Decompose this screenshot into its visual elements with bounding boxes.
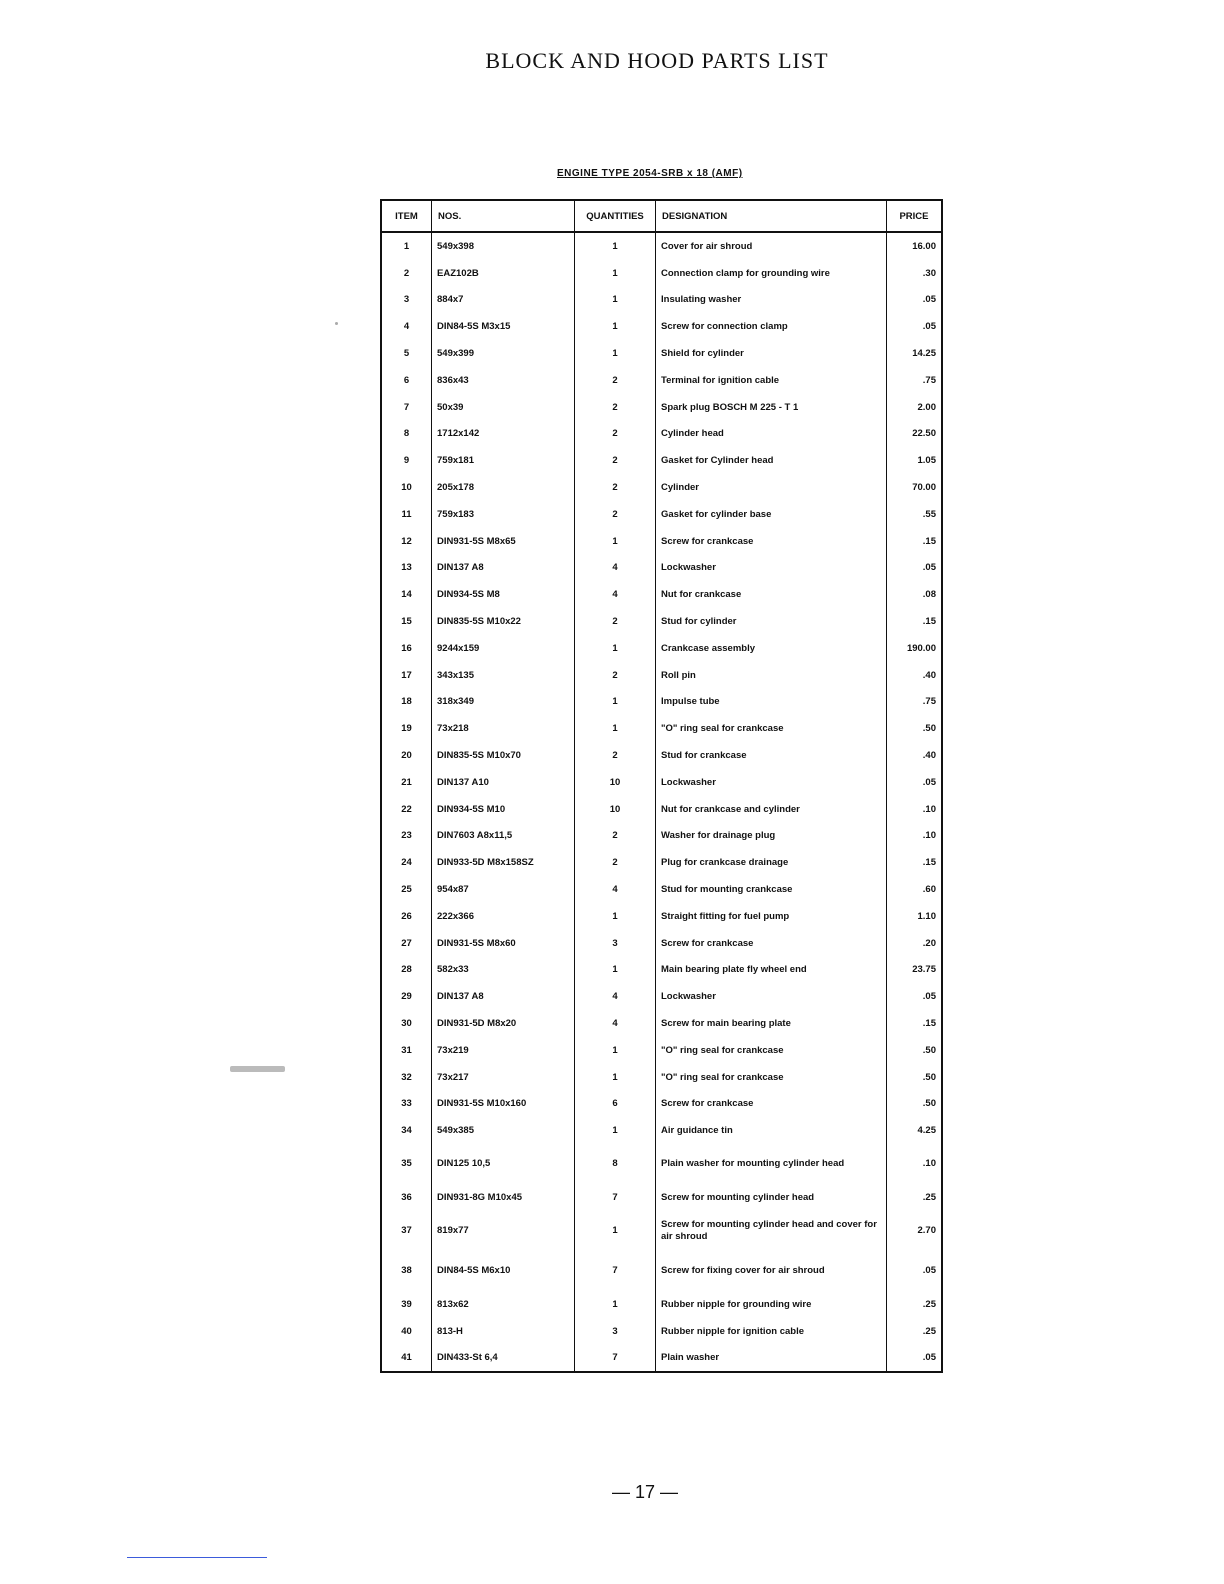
table-row xyxy=(381,555,942,582)
cell-item: 6 xyxy=(381,367,432,394)
cell-item: 18 xyxy=(381,689,432,716)
cell-item: 38 xyxy=(381,1251,432,1291)
page-number: — 17 — xyxy=(611,1482,679,1502)
cell-item: 15 xyxy=(381,608,432,635)
cell-quantity: 1 xyxy=(575,715,656,742)
table-row xyxy=(381,528,942,555)
cell-price: .08 xyxy=(922,589,936,601)
cell-part-number: DIN433-St 6,4 xyxy=(432,1344,575,1372)
table-row xyxy=(381,1091,942,1118)
cell-designation: Stud for mounting crankcase xyxy=(656,876,887,903)
cell-quantity: 3 xyxy=(575,1318,656,1345)
cell-item: 24 xyxy=(381,849,432,876)
cell-item: 17 xyxy=(381,662,432,689)
cell-quantity: 2 xyxy=(575,823,656,850)
cell-quantity: 1 xyxy=(575,689,656,716)
table-row xyxy=(381,849,942,876)
cell-designation: Spark plug BOSCH M 225 - T 1 xyxy=(656,394,887,421)
cell-price: .75 xyxy=(922,696,936,708)
cell-part-number: 549x385 xyxy=(432,1117,575,1144)
cell-item: 30 xyxy=(381,1010,432,1037)
table-row xyxy=(381,313,942,340)
cell-designation: Cylinder head xyxy=(656,421,887,448)
cell-price: .20 xyxy=(922,937,936,949)
cell-item: 32 xyxy=(381,1064,432,1091)
table-row xyxy=(381,447,942,474)
table-row xyxy=(381,421,942,448)
cell-item: 21 xyxy=(381,769,432,796)
cell-designation: Screw for mounting cylinder head xyxy=(656,1184,887,1211)
scan-smudge xyxy=(230,1066,285,1072)
cell-price: .60 xyxy=(922,884,936,896)
table-row xyxy=(381,367,942,394)
parts-table-body xyxy=(381,232,942,1372)
cell-item: 1 xyxy=(381,232,432,260)
cell-designation: Gasket for cylinder base xyxy=(656,501,887,528)
cell-item: 40 xyxy=(381,1318,432,1345)
cell-price: .15 xyxy=(922,616,936,628)
cell-designation: Plug for crankcase drainage xyxy=(656,849,887,876)
cell-designation: Screw for main bearing plate xyxy=(656,1010,887,1037)
cell-item: 5 xyxy=(381,340,432,367)
cell-quantity: 1 xyxy=(575,313,656,340)
cell-item: 39 xyxy=(381,1291,432,1318)
cell-part-number: 1712x142 xyxy=(432,421,575,448)
cell-quantity: 4 xyxy=(575,555,656,582)
cell-quantity: 2 xyxy=(575,447,656,474)
cell-item: 20 xyxy=(381,742,432,769)
cell-quantity: 2 xyxy=(575,742,656,769)
cell-quantity: 1 xyxy=(575,287,656,314)
cell-price: 190.00 xyxy=(906,642,936,654)
table-row xyxy=(381,1251,942,1291)
cell-designation: "O" ring seal for crankcase xyxy=(656,715,887,742)
cell-item: 13 xyxy=(381,555,432,582)
cell-item: 2 xyxy=(381,260,432,287)
cell-item: 10 xyxy=(381,474,432,501)
table-row xyxy=(381,1318,942,1345)
cell-quantity: 7 xyxy=(575,1251,656,1291)
cell-part-number: 73x217 xyxy=(432,1064,575,1091)
cell-part-number: DIN934-5S M8 xyxy=(432,581,575,608)
cell-designation: Screw for crankcase xyxy=(656,1091,887,1118)
cell-part-number: 50x39 xyxy=(432,394,575,421)
cell-part-number: 884x7 xyxy=(432,287,575,314)
table-row xyxy=(381,689,942,716)
table-row xyxy=(381,715,942,742)
parts-table xyxy=(380,199,943,1373)
cell-part-number: 582x33 xyxy=(432,957,575,984)
cell-part-number: DIN137 A8 xyxy=(432,983,575,1010)
cell-price: .40 xyxy=(922,750,936,762)
cell-designation: "O" ring seal for crankcase xyxy=(656,1037,887,1064)
cell-price: .15 xyxy=(922,1018,936,1029)
cell-part-number: 73x219 xyxy=(432,1037,575,1064)
table-row xyxy=(381,1064,942,1091)
cell-quantity: 1 xyxy=(575,340,656,367)
cell-quantity: 10 xyxy=(575,769,656,796)
cell-price: 23.75 xyxy=(912,964,936,976)
cell-item: 35 xyxy=(381,1144,432,1184)
table-row xyxy=(381,823,942,850)
cell-quantity: 1 xyxy=(575,1037,656,1064)
cell-price: 2.70 xyxy=(917,1224,936,1236)
cell-designation: Rubber nipple for grounding wire xyxy=(656,1291,887,1318)
cell-quantity: 2 xyxy=(575,474,656,501)
cell-quantity: 1 xyxy=(575,1117,656,1144)
cell-quantity: 1 xyxy=(575,232,656,260)
cell-item: 34 xyxy=(381,1117,432,1144)
cell-item: 4 xyxy=(381,313,432,340)
cell-quantity: 7 xyxy=(575,1344,656,1372)
cell-price: 16.00 xyxy=(912,240,936,252)
cell-part-number: 819x77 xyxy=(432,1211,575,1251)
cell-price: .15 xyxy=(922,857,936,869)
cell-designation: Main bearing plate fly wheel end xyxy=(656,957,887,984)
cell-designation: Roll pin xyxy=(656,662,887,689)
cell-part-number: DIN84-5S M3x15 xyxy=(432,313,575,340)
cell-part-number: DIN931-5S M8x60 xyxy=(432,930,575,957)
cell-price: .05 xyxy=(922,321,936,333)
cell-item: 19 xyxy=(381,715,432,742)
cell-designation: Lockwasher xyxy=(656,555,887,582)
cell-price: .10 xyxy=(922,1158,936,1170)
cell-designation: Terminal for ignition cable xyxy=(656,367,887,394)
cell-item: 25 xyxy=(381,876,432,903)
cell-quantity: 6 xyxy=(575,1091,656,1118)
cell-item: 28 xyxy=(381,957,432,984)
header-nos: NOS. xyxy=(432,200,575,232)
cell-price: .50 xyxy=(922,1071,936,1083)
cell-part-number: DIN835-5S M10x70 xyxy=(432,742,575,769)
cell-item: 8 xyxy=(381,421,432,448)
cell-quantity: 1 xyxy=(575,1064,656,1091)
cell-designation: Screw for crankcase xyxy=(656,930,887,957)
cell-price: 4.25 xyxy=(917,1125,936,1137)
cell-price: .25 xyxy=(922,1298,936,1310)
cell-quantity: 1 xyxy=(575,260,656,287)
cell-quantity: 2 xyxy=(575,849,656,876)
table-row xyxy=(381,1037,942,1064)
cell-item: 9 xyxy=(381,447,432,474)
cell-part-number: DIN835-5S M10x22 xyxy=(432,608,575,635)
cell-designation: Nut for crankcase and cylinder xyxy=(656,796,887,823)
cell-price: .15 xyxy=(922,535,936,547)
cell-part-number: 954x87 xyxy=(432,876,575,903)
table-row xyxy=(381,903,942,930)
cell-price: .05 xyxy=(922,1352,936,1364)
cell-item: 31 xyxy=(381,1037,432,1064)
cell-designation: Cover for air shroud xyxy=(656,232,887,260)
cell-price: .50 xyxy=(922,723,936,735)
cell-part-number: 549x399 xyxy=(432,340,575,367)
cell-designation: Rubber nipple for ignition cable xyxy=(656,1318,887,1345)
cell-part-number: 759x181 xyxy=(432,447,575,474)
table-header-row xyxy=(381,200,942,232)
cell-quantity: 2 xyxy=(575,421,656,448)
cell-price: .55 xyxy=(922,508,936,520)
table-row xyxy=(381,394,942,421)
table-row xyxy=(381,501,942,528)
scan-speck xyxy=(335,322,338,325)
footer-rule xyxy=(127,1557,267,1558)
cell-part-number: DIN934-5S M10 xyxy=(432,796,575,823)
cell-item: 3 xyxy=(381,287,432,314)
cell-item: 11 xyxy=(381,501,432,528)
cell-price: .05 xyxy=(922,991,936,1003)
cell-quantity: 10 xyxy=(575,796,656,823)
table-row xyxy=(381,1184,942,1211)
cell-quantity: 3 xyxy=(575,930,656,957)
cell-item: 27 xyxy=(381,930,432,957)
cell-item: 16 xyxy=(381,635,432,662)
cell-part-number: 222x366 xyxy=(432,903,575,930)
cell-item: 23 xyxy=(381,823,432,850)
cell-quantity: 1 xyxy=(575,1211,656,1251)
cell-designation: Air guidance tin xyxy=(656,1117,887,1144)
cell-quantity: 8 xyxy=(575,1144,656,1184)
cell-item: 37 xyxy=(381,1211,432,1251)
cell-quantity: 1 xyxy=(575,528,656,555)
table-row xyxy=(381,1117,942,1144)
cell-quantity: 2 xyxy=(575,608,656,635)
cell-item: 29 xyxy=(381,983,432,1010)
cell-part-number: DIN931-5S M8x65 xyxy=(432,528,575,555)
cell-designation: Washer for drainage plug xyxy=(656,823,887,850)
table-row xyxy=(381,876,942,903)
cell-item: 14 xyxy=(381,581,432,608)
cell-price: .25 xyxy=(922,1191,936,1203)
cell-price: .05 xyxy=(922,562,936,574)
table-row xyxy=(381,608,942,635)
cell-quantity: 4 xyxy=(575,581,656,608)
cell-item: 7 xyxy=(381,394,432,421)
table-row xyxy=(381,1144,942,1184)
cell-price: .40 xyxy=(922,669,936,681)
cell-part-number: DIN7603 A8x11,5 xyxy=(432,823,575,850)
cell-designation: Nut for crankcase xyxy=(656,581,887,608)
page-title: BLOCK AND HOOD PARTS LIST xyxy=(485,48,829,73)
cell-designation: Lockwasher xyxy=(656,983,887,1010)
engine-type-subtitle: ENGINE TYPE 2054-SRB x 18 (AMF) xyxy=(557,168,743,179)
cell-price: .25 xyxy=(922,1325,936,1337)
cell-item: 36 xyxy=(381,1184,432,1211)
table-row xyxy=(381,232,942,260)
table-row xyxy=(381,1291,942,1318)
cell-price: .50 xyxy=(922,1098,936,1110)
cell-part-number: DIN137 A8 xyxy=(432,555,575,582)
cell-quantity: 2 xyxy=(575,501,656,528)
table-row xyxy=(381,1344,942,1372)
cell-part-number: 813x62 xyxy=(432,1291,575,1318)
cell-designation: Gasket for Cylinder head xyxy=(656,447,887,474)
cell-price: .05 xyxy=(922,776,936,788)
cell-quantity: 1 xyxy=(575,1291,656,1318)
cell-price: .05 xyxy=(922,1264,936,1276)
header-price: PRICE xyxy=(887,200,943,232)
cell-designation: Impulse tube xyxy=(656,689,887,716)
table-row xyxy=(381,957,942,984)
cell-quantity: 2 xyxy=(575,394,656,421)
cell-quantity: 1 xyxy=(575,957,656,984)
table-row xyxy=(381,474,942,501)
cell-designation: Crankcase assembly xyxy=(656,635,887,662)
cell-price: 70.00 xyxy=(912,482,936,494)
cell-item: 12 xyxy=(381,528,432,555)
cell-part-number: 549x398 xyxy=(432,232,575,260)
cell-quantity: 1 xyxy=(575,635,656,662)
cell-part-number: 813-H xyxy=(432,1318,575,1345)
table-row xyxy=(381,581,942,608)
cell-designation: Screw for mounting cylinder head and cover for air shroud xyxy=(656,1211,887,1251)
cell-item: 33 xyxy=(381,1091,432,1118)
table-row xyxy=(381,796,942,823)
cell-quantity: 7 xyxy=(575,1184,656,1211)
cell-price: .30 xyxy=(922,267,936,279)
table-row xyxy=(381,260,942,287)
cell-part-number: DIN84-5S M6x10 xyxy=(432,1251,575,1291)
cell-designation: Insulating washer xyxy=(656,287,887,314)
cell-part-number: 318x349 xyxy=(432,689,575,716)
cell-designation: Screw for fixing cover for air shroud xyxy=(656,1251,887,1291)
cell-price: 14.25 xyxy=(912,348,936,360)
cell-part-number: DIN137 A10 xyxy=(432,769,575,796)
cell-price: .10 xyxy=(922,830,936,842)
table-row xyxy=(381,1010,942,1037)
cell-part-number: 205x178 xyxy=(432,474,575,501)
cell-price: .50 xyxy=(922,1044,936,1056)
cell-quantity: 2 xyxy=(575,662,656,689)
cell-designation: Stud for crankcase xyxy=(656,742,887,769)
cell-price: 1.05 xyxy=(917,455,936,467)
cell-part-number: 343x135 xyxy=(432,662,575,689)
table-row xyxy=(381,742,942,769)
table-row xyxy=(381,635,942,662)
cell-designation: Screw for connection clamp xyxy=(656,313,887,340)
cell-part-number: 9244x159 xyxy=(432,635,575,662)
cell-designation: Plain washer xyxy=(656,1344,887,1372)
cell-part-number: DIN931-8G M10x45 xyxy=(432,1184,575,1211)
cell-designation: Connection clamp for grounding wire xyxy=(656,260,887,287)
cell-designation: Plain washer for mounting cylinder head xyxy=(656,1144,887,1184)
cell-designation: Shield for cylinder xyxy=(656,340,887,367)
cell-price: .75 xyxy=(922,374,936,386)
cell-part-number: 759x183 xyxy=(432,501,575,528)
table-row xyxy=(381,340,942,367)
header-quantities: QUANTITIES xyxy=(575,200,656,232)
cell-part-number: DIN931-5S M10x160 xyxy=(432,1091,575,1118)
table-row xyxy=(381,1211,942,1251)
cell-designation: Lockwasher xyxy=(656,769,887,796)
table-row xyxy=(381,287,942,314)
cell-quantity: 1 xyxy=(575,903,656,930)
cell-price: 2.00 xyxy=(917,401,936,413)
cell-quantity: 4 xyxy=(575,1010,656,1037)
table-row xyxy=(381,769,942,796)
cell-price: 1.10 xyxy=(917,910,936,922)
cell-price: .05 xyxy=(922,294,936,306)
header-item: ITEM xyxy=(381,200,432,232)
cell-designation: "O" ring seal for crankcase xyxy=(656,1064,887,1091)
cell-item: 22 xyxy=(381,796,432,823)
cell-quantity: 2 xyxy=(575,367,656,394)
cell-part-number: 836x43 xyxy=(432,367,575,394)
cell-designation: Stud for cylinder xyxy=(656,608,887,635)
cell-designation: Screw for crankcase xyxy=(656,528,887,555)
cell-part-number: EAZ102B xyxy=(432,260,575,287)
header-designation: DESIGNATION xyxy=(656,200,887,232)
cell-price: 22.50 xyxy=(912,428,936,440)
cell-designation: Cylinder xyxy=(656,474,887,501)
cell-part-number: DIN931-5D M8x20 xyxy=(432,1010,575,1037)
cell-part-number: DIN125 10,5 xyxy=(432,1144,575,1184)
cell-quantity: 4 xyxy=(575,983,656,1010)
table-row xyxy=(381,983,942,1010)
cell-part-number: DIN933-5D M8x158SZ xyxy=(432,849,575,876)
table-row xyxy=(381,662,942,689)
cell-designation: Straight fitting for fuel pump xyxy=(656,903,887,930)
cell-item: 41 xyxy=(381,1344,432,1372)
cell-item: 26 xyxy=(381,903,432,930)
cell-part-number: 73x218 xyxy=(432,715,575,742)
cell-quantity: 4 xyxy=(575,876,656,903)
cell-price: .10 xyxy=(922,803,936,815)
table-row xyxy=(381,930,942,957)
